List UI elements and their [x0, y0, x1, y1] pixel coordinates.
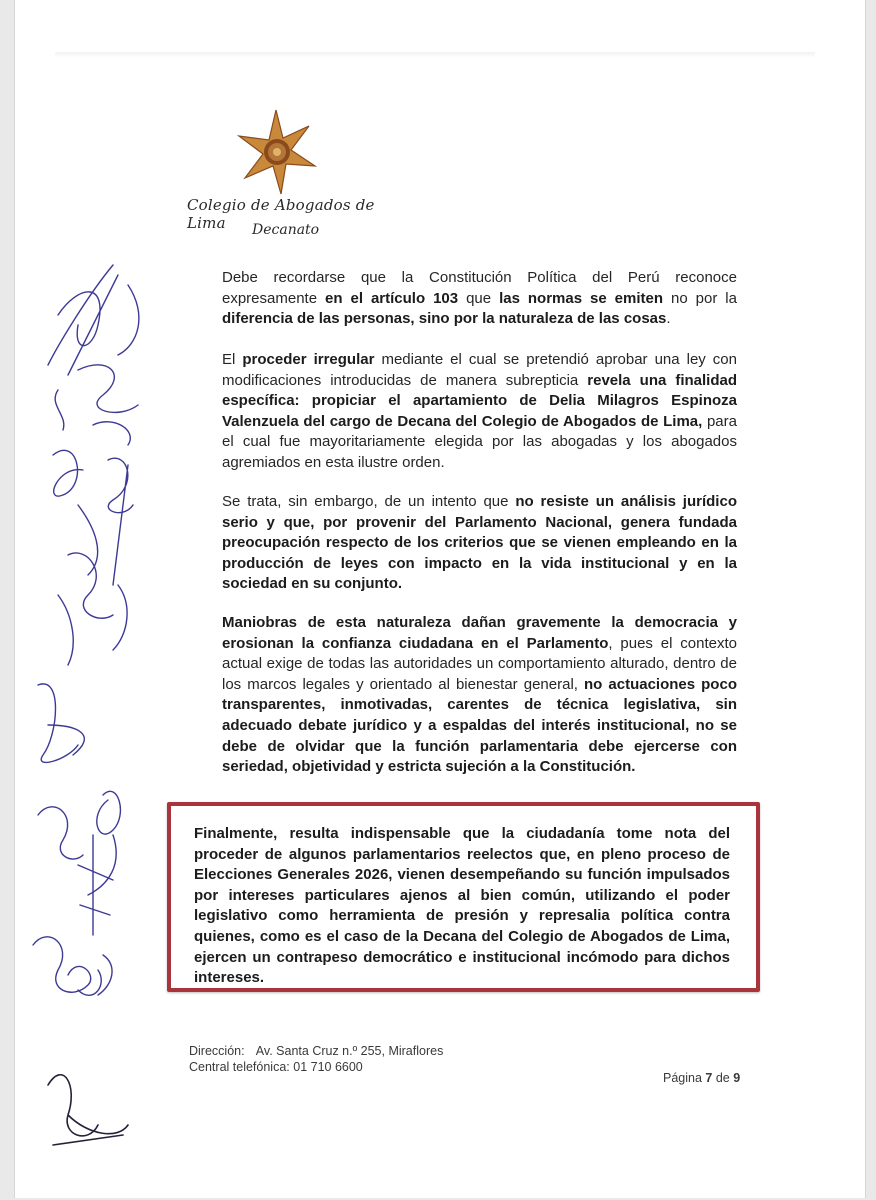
margin-signatures: [18, 255, 183, 1175]
paragraph-constitution: [222, 268, 737, 330]
footer-contact: [189, 1043, 443, 1075]
paragraph-conclusion: [194, 824, 730, 989]
text-run: Maniobras de esta naturaleza dañan gravemente la democracia y erosionan la confianza ciudadana en el Parlamento: [222, 614, 737, 652]
organization-department: Decanato: [252, 222, 320, 238]
text-run: .: [666, 310, 671, 328]
page-prefix: Página: [663, 1071, 702, 1085]
signature-8: [78, 835, 113, 935]
phone-value: 01 710 6600: [293, 1060, 363, 1074]
paragraph-legal-analysis: [222, 492, 737, 595]
text-run: revela una finalidad específica: propiciar el apartamiento de Delia Milagros Espinoza Valenzuela del cargo de Decana del Colegio de Abogados de Lima,: [222, 371, 738, 430]
bar-association-star-logo-icon: [231, 108, 321, 196]
signature-1: [48, 265, 139, 375]
footer-phone: [189, 1059, 443, 1075]
text-run: Debe recordarse que la Constitución Política del Perú reconoce expresamente: [222, 269, 737, 307]
page-sep: de: [715, 1071, 730, 1085]
text-run: El: [222, 351, 243, 368]
page-current: 7: [705, 1071, 713, 1085]
text-run: Se trata, sin embargo, de un intento que: [222, 493, 516, 510]
signature-5: [38, 684, 84, 763]
page-total: 9: [733, 1071, 741, 1085]
signature-2: [55, 365, 138, 445]
text-run: no resiste un análisis jurídico serio y que, por provenir del Parlamento Nacional, genera fundada preocupación respecto de los criterios que se vienen empleando en la producción de leyes con impacto en la vida institucional y en la sociedad en su conjunto.: [222, 493, 737, 593]
highlighted-conclusion-box: [167, 802, 760, 992]
address-label: Dirección:: [189, 1044, 245, 1058]
text-run: Finalmente, resulta indispensable que la ciudadanía tome nota del proceder de algunos parlamentarios reelectos que, en pleno proceso de Elecciones Generales 2026, vienen desempeñando su función impulsados por intereses particulares ajenos al bien común, utilizando el poder legislativo como herramienta de presión y represalia política contra quienes, como es el caso de la Decana del Colegio de Abogados de Lima, ejercen un contrapeso democrático e institucional incómodo para dichos intereses.: [194, 825, 730, 987]
address-value: Av. Santa Cruz n.º 255, Miraflores: [255, 1044, 444, 1058]
text-run: diferencia de las personas, sino por la naturaleza de las cosas: [222, 310, 667, 328]
text-run: que: [458, 289, 500, 307]
page-number: [663, 1071, 740, 1085]
footer-address: [189, 1043, 443, 1059]
text-run: no actuaciones poco transparentes, inmotivadas, carentes de técnica legislativa, sin adecuado debate jurídico y a espaldas del interés institucional, no se debe de olvidar que la función parlamentaria debe ejercerse con seriedad, objetividad y estricta sujeción a la Constitución.: [222, 675, 737, 776]
text-run: las normas se emiten: [499, 289, 664, 307]
text-run: mediante el cual se pretendió aprobar una ley con modificaciones introducidas de manera subrepticia: [222, 351, 737, 389]
paragraph-irregular-procedure: [222, 350, 737, 474]
organization-name: Colegio de Abogados de Lima: [187, 196, 375, 232]
signature-7: [38, 807, 83, 859]
text-run: proceder irregular: [242, 351, 375, 368]
text-run: para el cual fue mayoritariamente elegida por las abogadas y los abogados agremiados en esta ilustre orden.: [222, 412, 737, 471]
paragraph-democracy: [222, 613, 737, 778]
text-run: , pues el contexto actual exige de todas las autoridades un comportamiento alturado, dentro de los marcos legales y orientado al bienestar general,: [222, 634, 737, 693]
signature-10: [48, 1075, 128, 1145]
scan-edge-shadow: [55, 52, 815, 58]
text-run: no por la: [663, 289, 737, 307]
phone-label: Central telefónica:: [189, 1060, 290, 1074]
signature-9: [33, 937, 112, 995]
text-run: en el artículo 103: [325, 289, 459, 307]
